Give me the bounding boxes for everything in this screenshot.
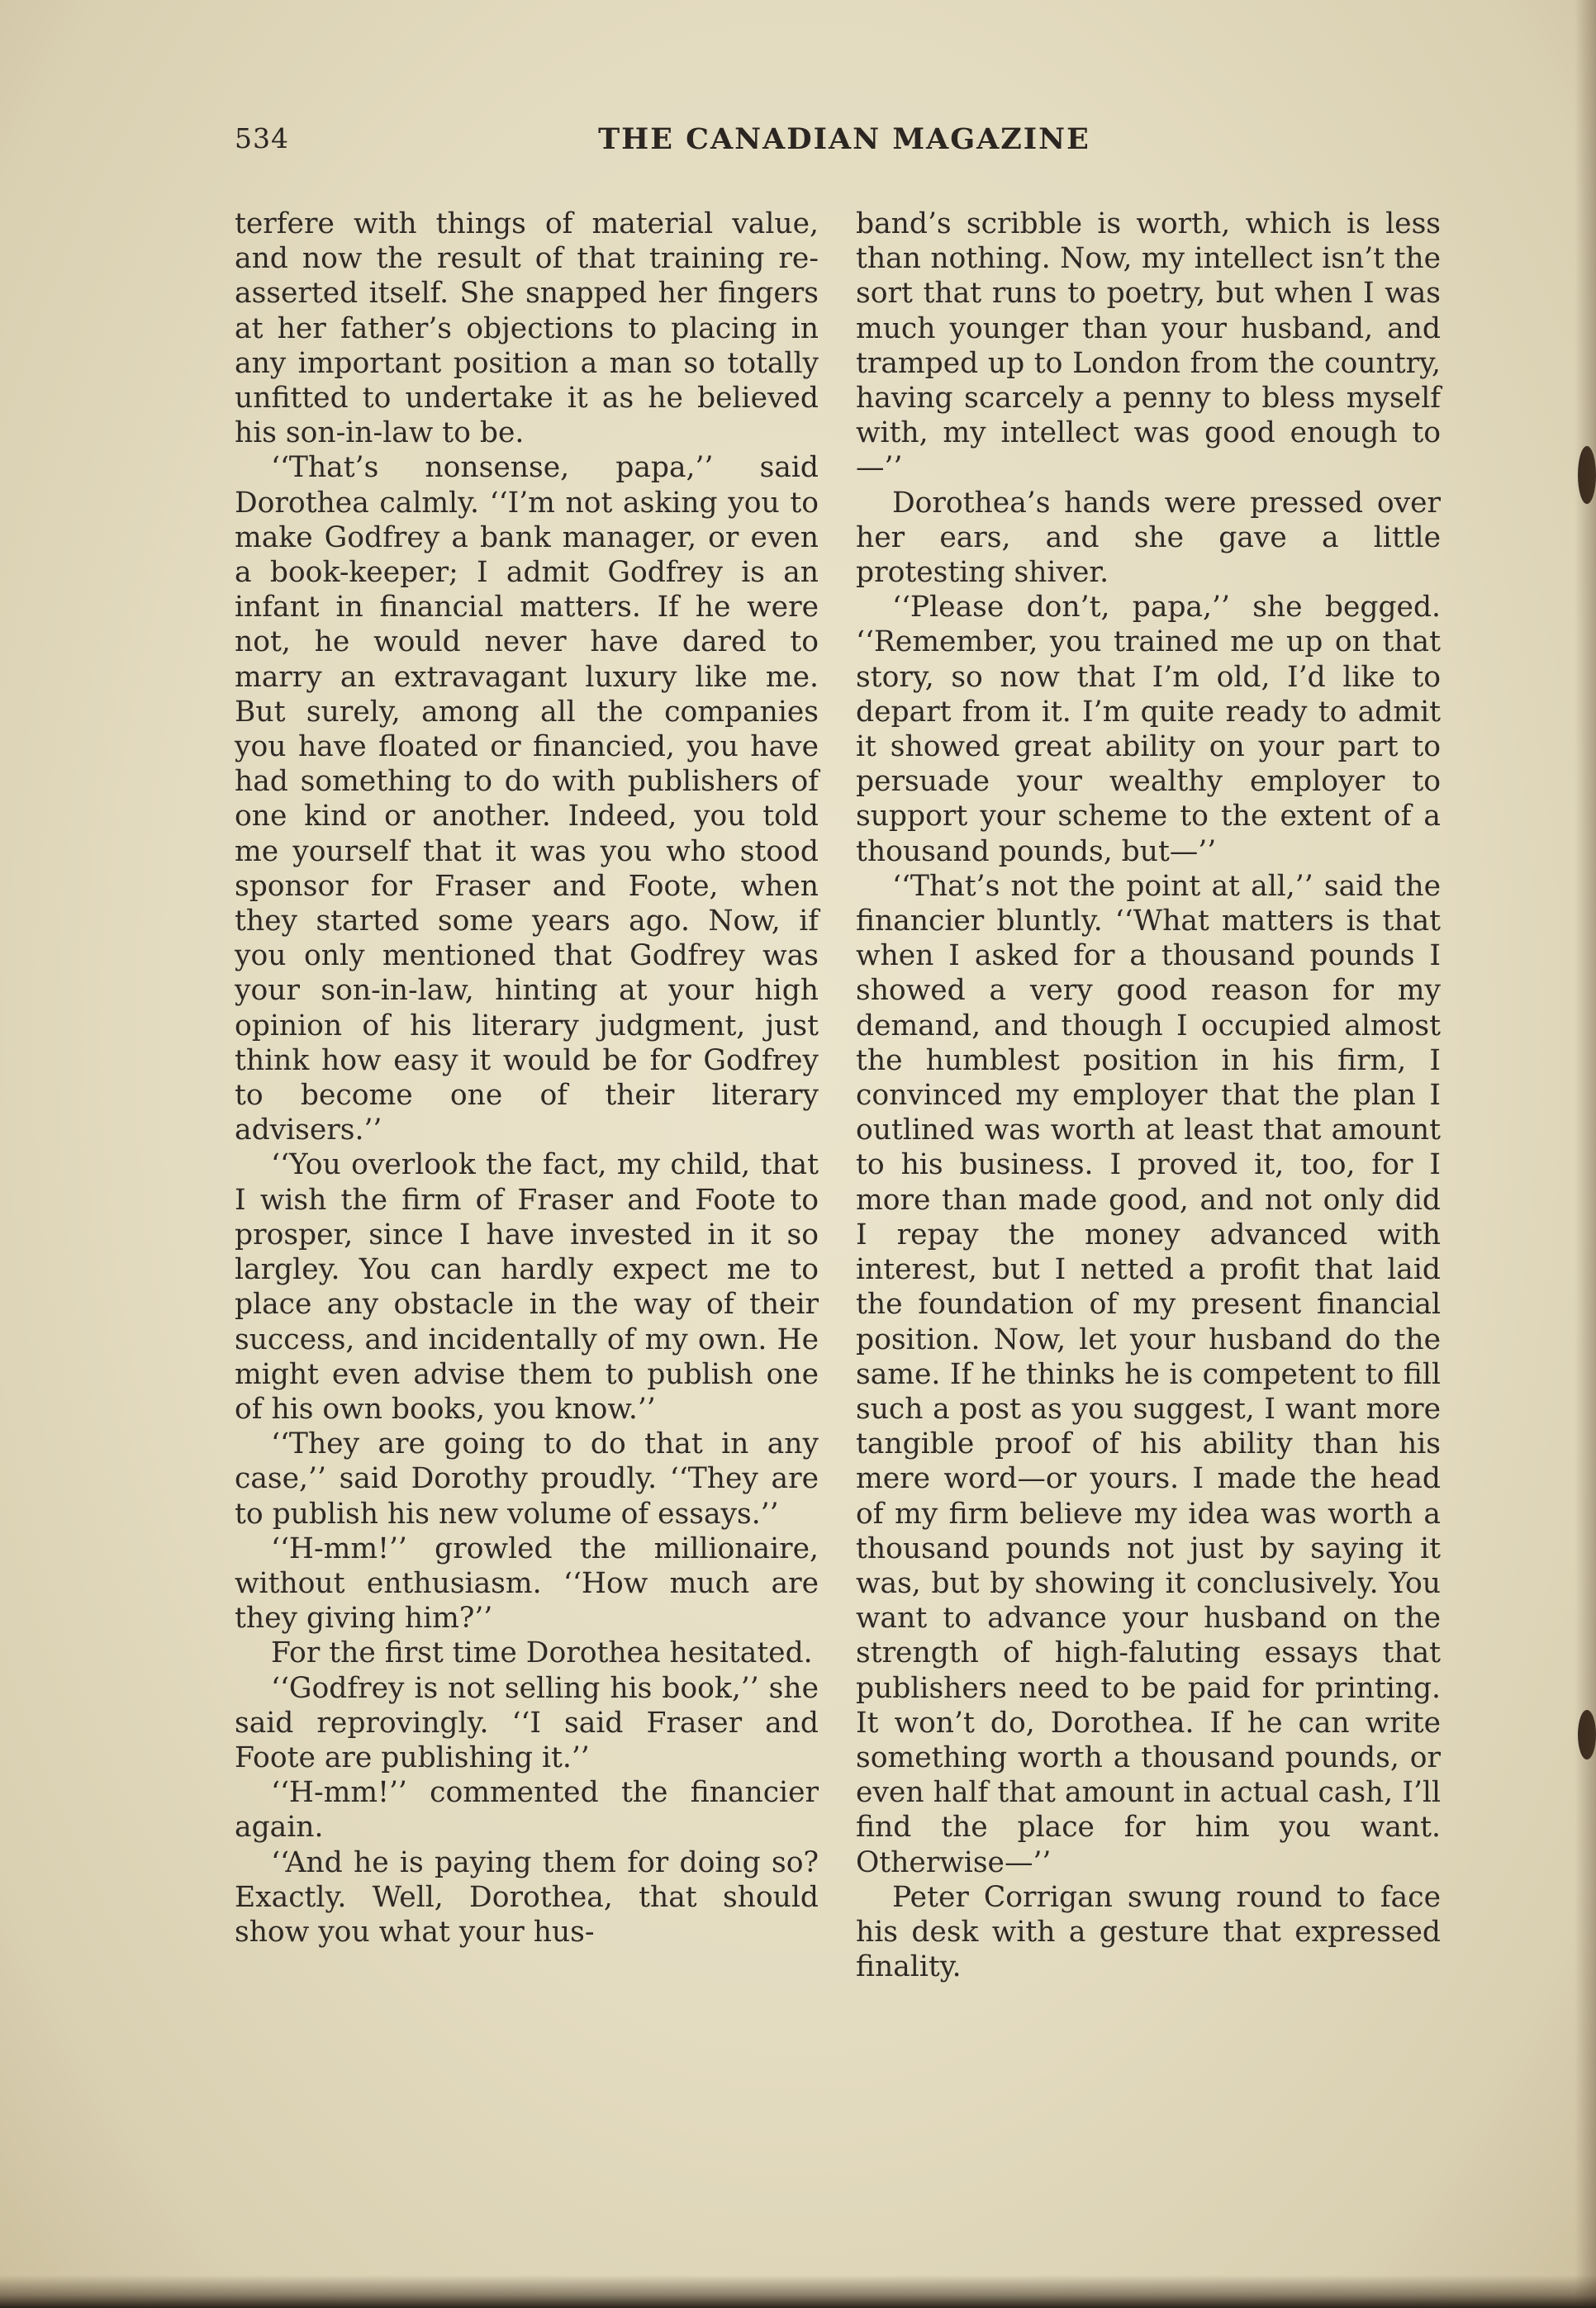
paragraph: terfere with things of material value, and now the result of that training re-asserted itself. She snapped her fingers at her father’s objections to placing in any important position a man so totally unfitted to undertake it as he believed his son-in-law to be. xyxy=(235,207,819,450)
paragraph: ‘‘And he is paying them for doing so? Exactly. Well, Dorothea, that should show you what your hus- xyxy=(235,1845,819,1949)
paragraph: ‘‘Godfrey is not selling his book,’’ she said reprovingly. ‘‘I said Fraser and Foote are publishing it.’’ xyxy=(235,1671,819,1774)
paragraph: band’s scribble is worth, which is less than nothing. Now, my intellect isn’t the sort that runs to poetry, but when I was much younger than your husband, and tramped up to London from the country, having scarcely a penny to bless myself with, my intellect was good enough to—’’ xyxy=(856,207,1441,485)
paragraph: For the first time Dorothea hesitated. xyxy=(271,1636,813,1670)
paragraph: ‘‘H-mm!’’ commented the financier again. xyxy=(235,1776,819,1845)
bottom-edge-shadow xyxy=(0,2275,1596,2308)
left-column xyxy=(235,207,819,1949)
paragraph: Peter Corrigan swung round to face his desk with a gesture that expressed finality. xyxy=(856,1880,1441,1984)
paragraph: Dorothea’s hands were pressed over her ears, and she gave a little protesting shiver. xyxy=(856,486,1441,590)
paragraph: ‘‘H-mm!’’ growled the millionaire, without enthusiasm. ‘‘How much are they giving him?’’ xyxy=(235,1532,819,1636)
page-number: 534 xyxy=(235,122,289,154)
right-column xyxy=(856,207,1441,1984)
paragraph: ‘‘That’s not the point at all,’’ said the financier bluntly. ‘‘What matters is that when I asked for a thousand pounds I showed a very good reason for my demand, and though I occupied almost the humblest position in his firm, I convinced my employer that the plan I outlined was worth at least that amount to his business. I proved it, too, for I more than made good, and not only did I repay the money advanced with interest, but I netted a profit that laid the foundation of my present financial position. Now, let your husband do the same. If he thinks he is competent to fill such a post as you suggest, I want more tangible proof of his ability than his mere word—or yours. I made the head of my firm believe my idea was worth a thousand pounds not just by saying it was, but by showing it conclusively. You want to advance your husband on the strength of high-faluting essays that publishers need to be paid for printing. It won’t do, Dorothea. If he can write something worth a thousand pounds, or even half that amount in actual cash, I’ll find the place for him you want. Otherwise—’’ xyxy=(856,869,1441,1879)
paragraph: ‘‘You overlook the fact, my child, that I wish the firm of Fraser and Foote to prosper, since I have invested in it so largley. You can hardly expect me to place any obstacle in the way of their success, and incidentally of my own. He might even advise them to publish one of his own books, you know.’’ xyxy=(235,1148,819,1426)
paragraph: ‘‘They are going to do that in any case,’’ said Dorothy proudly. ‘‘They are to publish his new volume of essays.’’ xyxy=(235,1427,819,1531)
paragraph: ‘‘Please don’t, papa,’’ she begged. ‘‘Remember, you trained me up on that story, so now that I’m old, I’d like to depart from it. I’m quite ready to admit it showed great ability on your part to persuade your wealthy employer to support your scheme to the extent of a thousand pounds, but—’’ xyxy=(856,591,1441,868)
running-title: THE CANADIAN MAGAZINE xyxy=(598,122,1090,156)
page-edge-shadow xyxy=(1575,0,1596,2308)
page-header xyxy=(235,122,1454,167)
paragraph: ‘‘That’s nonsense, papa,’’ said Dorothea calmly. ‘‘I’m not asking you to make Godfrey a bank manager, or even a book-keeper; I admit Godfrey is an infant in financial matters. If he were not, he would never have dared to marry an extravagant luxury like me. But surely, among all the companies you have floated or financied, you have had something to do with publishers of one kind or another. Indeed, you told me yourself that it was you who stood sponsor for Fraser and Foote, when they started some years ago. Now, if you only mentioned that Godfrey was your son-in-law, hinting at your high opinion of his literary judgment, just think how easy it would be for Godfrey to become one of their literary advisers.’’ xyxy=(235,451,819,1147)
